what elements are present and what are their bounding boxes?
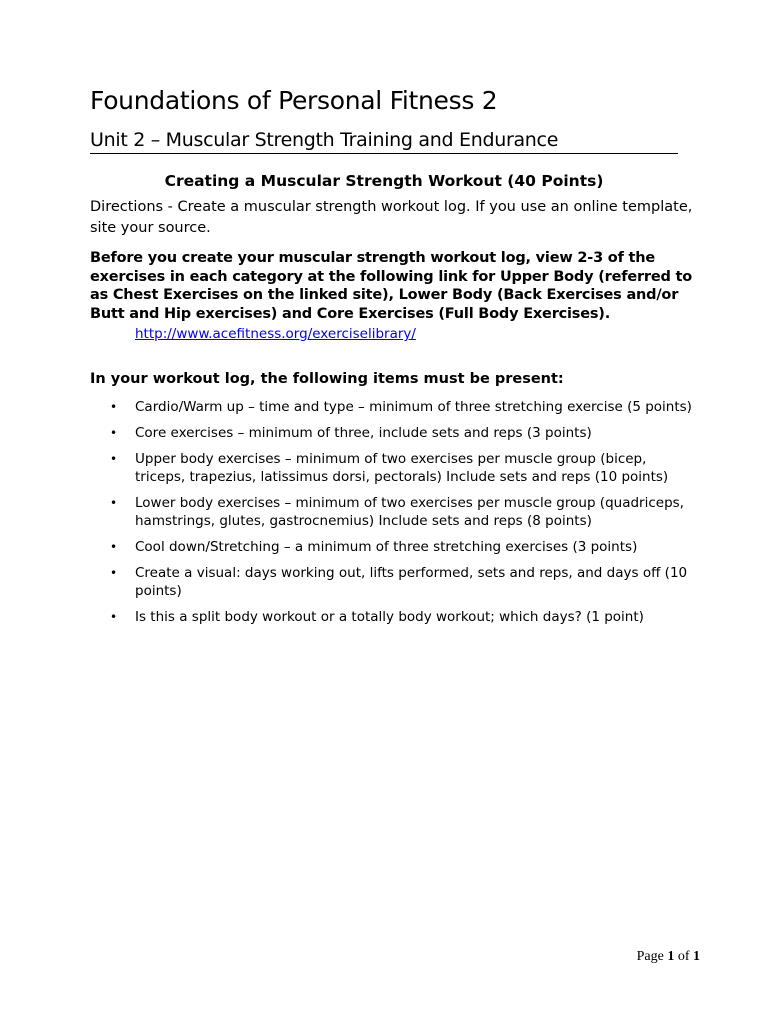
bullet-icon: • bbox=[110, 496, 118, 510]
bullet-icon: • bbox=[110, 610, 118, 624]
list-item-text: Core exercises – minimum of three, include sets and reps (3 points) bbox=[135, 425, 592, 441]
list-item bbox=[90, 398, 700, 416]
directions-paragraph: Directions - Create a muscular strength workout log. If you use an online template, site your source. bbox=[90, 199, 693, 236]
list-item-text: Create a visual: days working out, lifts performed, sets and reps, and days off (10 points) bbox=[135, 565, 688, 599]
current-page: 1 bbox=[667, 949, 675, 964]
bullet-icon: • bbox=[110, 400, 118, 414]
list-item bbox=[90, 538, 700, 556]
list-item bbox=[90, 494, 700, 530]
document-subtitle: Unit 2 – Muscular Strength Training and Endurance bbox=[90, 127, 678, 154]
page-label: Page bbox=[636, 949, 664, 964]
list-item bbox=[90, 564, 700, 600]
list-item bbox=[90, 450, 700, 486]
bullet-icon: • bbox=[110, 426, 118, 440]
list-item bbox=[90, 424, 700, 442]
exercise-library-link[interactable]: http://www.acefitness.org/exerciselibrary/ bbox=[135, 326, 416, 342]
requirements-list bbox=[90, 398, 700, 634]
list-item-text: Is this a split body workout or a totally body workout; which days? (1 point) bbox=[135, 609, 644, 625]
list-item bbox=[90, 608, 700, 626]
assignment-heading: Creating a Muscular Strength Workout (40 Points) bbox=[164, 172, 604, 190]
of-label: of bbox=[677, 949, 690, 964]
list-item-text: Cardio/Warm up – time and type – minimum of three stretching exercise (5 points) bbox=[135, 399, 692, 415]
items-heading: In your workout log, the following items must be present: bbox=[90, 371, 564, 387]
bullet-icon: • bbox=[110, 566, 118, 580]
total-pages: 1 bbox=[693, 949, 700, 964]
document-title: Foundations of Personal Fitness 2 bbox=[90, 86, 498, 115]
list-item-text: Lower body exercises – minimum of two exercises per muscle group (quadriceps, hamstrings, glutes, gastrocnemius) Include sets and reps (8 points) bbox=[135, 495, 684, 529]
instructions-paragraph: Before you create your muscular strength workout log, view 2-3 of the exercises in each category at the following link for Upper Body (referred to as Chest Exercises on the linked site), Lower Body (Back Exercises and/or Butt and Hip exercises) and Core Exercises (Full Body Exercises). bbox=[90, 250, 693, 322]
list-item-text: Upper body exercises – minimum of two exercises per muscle group (bicep, triceps, trapezius, latissimus dorsi, pectorals) Include sets and reps (10 points) bbox=[135, 451, 669, 485]
list-item-text: Cool down/Stretching – a minimum of three stretching exercises (3 points) bbox=[135, 539, 638, 555]
bullet-icon: • bbox=[110, 540, 118, 554]
bullet-icon: • bbox=[110, 452, 118, 466]
page-number bbox=[637, 947, 700, 967]
